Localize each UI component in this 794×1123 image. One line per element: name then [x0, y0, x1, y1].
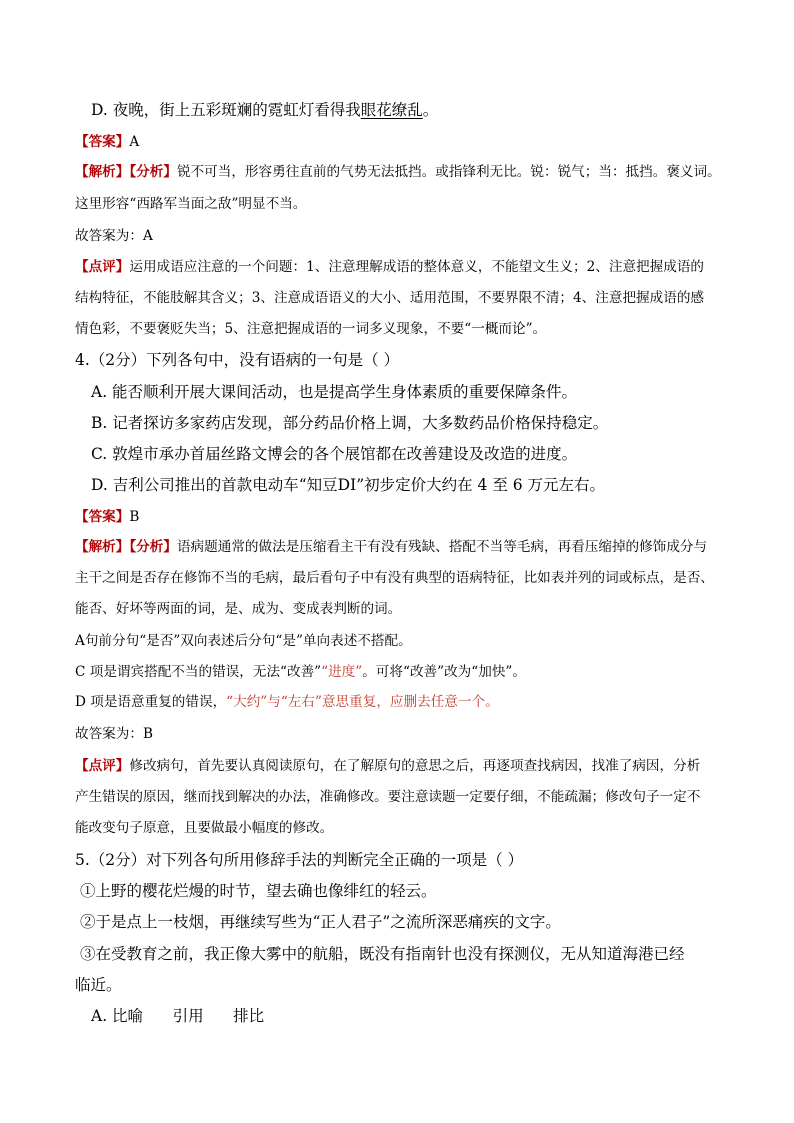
q3-comment-line-1 — [75, 257, 704, 277]
q4-note-d — [75, 692, 499, 712]
q5-sentence-1: ①上野的樱花烂熳的时节，望去确也像绯红的轻云。 — [80, 882, 437, 900]
q4-note-c — [75, 662, 526, 682]
q5-sentence-3-line-2: 临近。 — [75, 976, 122, 994]
q5-sentence-3-line-1: ③在受教育之前，我正像大雾中的航船，既没有指南针也没有探测仪，无从知道海港已经 — [80, 945, 685, 963]
comment-tag: 【点评】 — [75, 758, 130, 774]
q5-sentence-2: ②于是点上一枝烟，再继续写些为“正人君子”之流所深恶痛疾的文字。 — [80, 913, 561, 931]
q4-analysis-line-2: 主干之间是否存在修饰不当的毛病，最后看句子中有没有典型的语病特征，比如表并列的词或标点，是否、 — [75, 570, 714, 586]
q3-option-d-prefix: D. 夜晚，街上五彩斑斓的霓虹灯看得我 — [91, 101, 361, 119]
analysis-tag: 【解析】【分析】 — [75, 164, 177, 180]
q3-option-d-underlined: 眼花缭乱 — [360, 101, 423, 119]
answer-tag: 【答案】 — [75, 134, 130, 150]
q4-answer — [75, 507, 139, 527]
comment-text: 修改病句，首先要认真阅读原句，在了解原句的意思之后，再逐项查找病因，找准了病因，分析 — [129, 758, 701, 774]
q4-option-b: B. 记者探访多家药店发现，部分药品价格上调，大多数药品价格保持稳定。 — [91, 414, 609, 432]
note-d-prefix: D 项是语意重复的错误， — [75, 694, 227, 710]
answer-tag: 【答案】 — [75, 509, 130, 525]
q4-option-d: D. 吉利公司推出的首款电动车“知豆DI”初步定价大约在 4 至 6 万元左右。 — [91, 476, 606, 494]
q4-comment-line-3: 能改变句子原意，且要做最小幅度的修改。 — [75, 820, 334, 836]
q3-analysis-line-1 — [75, 162, 721, 182]
comment-text: 运用成语应注意的一个问题：1、注意理解成语的整体意义，不能望文生义；2、注意把握成语的 — [129, 259, 705, 275]
q4-analysis-line-1 — [75, 537, 707, 557]
analysis-text: 语病题通常的做法是压缩看主干有没有残缺、搭配不当等毛病，再看压缩掉的修饰成分与 — [176, 539, 708, 555]
note-c-suffix: 。可将“改善”改为“加快”。 — [362, 664, 526, 680]
q4-stem: 4.（2分）下列各句中，没有语病的一句是（ ） — [75, 351, 400, 369]
q3-option-d-suffix: 。 — [422, 101, 439, 119]
q4-note-a: A句前分句“是否”双向表述后分句“是”单向表述不搭配。 — [75, 633, 412, 649]
q4-option-c: C. 敦煌市承办首届丝路文博会的各个展馆都在改善建设及改造的进度。 — [91, 445, 578, 463]
note-c-highlight: “进度” — [321, 664, 363, 680]
q4-option-a: A. 能否顺利开展大课间活动，也是提高学生身体素质的重要保障条件。 — [91, 383, 578, 401]
q3-analysis-line-2: 这里形容“西路军当面之敌”明显不当。 — [75, 196, 307, 212]
q3-option-d — [91, 100, 438, 120]
q4-analysis-line-3: 能否、好坏等两面的词，是、成为、变成表判断的词。 — [75, 601, 402, 617]
note-d-highlight: “大约”与“左右”意思重复，应删去任意一个。 — [226, 694, 499, 710]
comment-tag: 【点评】 — [75, 259, 130, 275]
analysis-text: 锐不可当，形容勇往直前的气势无法抵挡。或指锋利无比。锐：锐气；当：抵挡。褒义词。 — [176, 164, 721, 180]
q4-comment-line-1 — [75, 756, 700, 776]
analysis-tag: 【解析】【分析】 — [75, 539, 177, 555]
q5-stem: 5.（2分）对下列各句所用修辞手法的判断完全正确的一项是（ ） — [75, 851, 524, 869]
q3-answer — [75, 132, 139, 152]
q4-comment-line-2: 产生错误的原因，继而找到解决的办法，准确修改。要注意读题一定要仔细，不能疏漏；修改句子一定不 — [75, 789, 701, 805]
answer-value: A — [129, 134, 140, 150]
q3-comment-line-3: 情色彩，不要褒贬失当；5、注意把握成语的一词多义现象，不要“一概而论”。 — [75, 321, 547, 337]
q3-conclusion: 故答案为：A — [75, 228, 153, 244]
note-c-prefix: C 项是谓宾搭配不当的错误，无法“改善” — [75, 664, 322, 680]
q4-conclusion: 故答案为：B — [75, 726, 153, 742]
answer-value: B — [129, 509, 140, 525]
q3-comment-line-2: 结构特征，不能肢解其含义；3、注意成语语义的大小、适用范围，不要界限不清；4、注意把握成语的感 — [75, 290, 705, 306]
q5-option-a: A. 比喻 引用 排比 — [91, 1007, 265, 1025]
